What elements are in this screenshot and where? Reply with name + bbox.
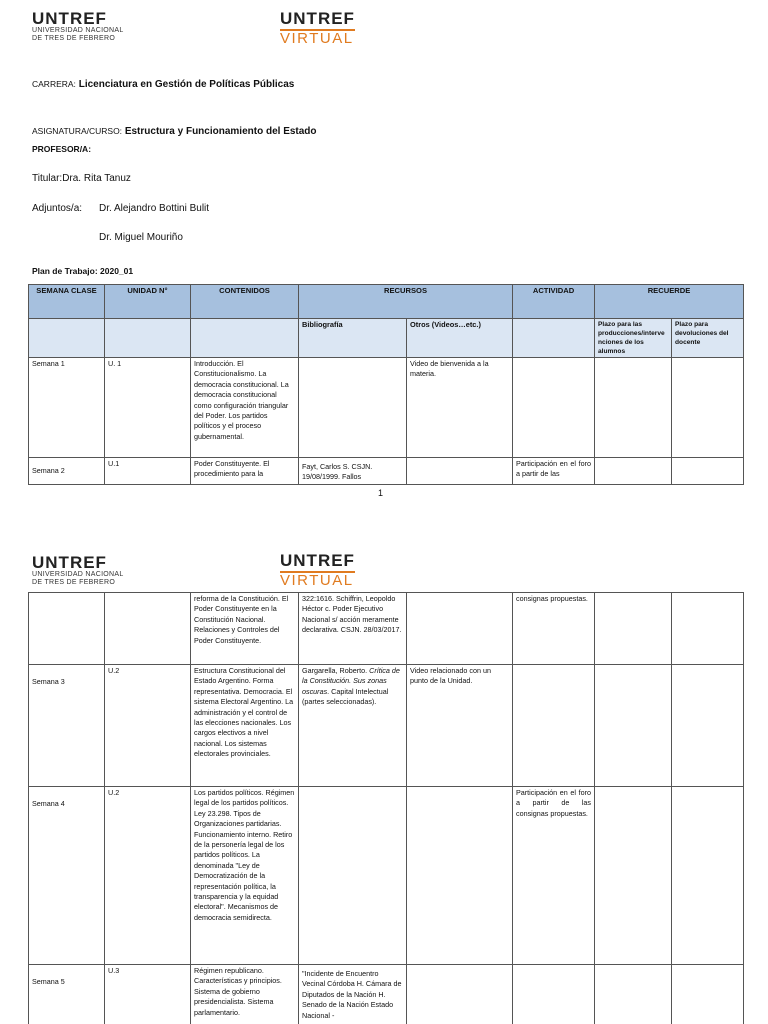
table-row [29, 787, 744, 965]
bib-publisher: . Capital Intelectual (partes seleccionadas). [302, 686, 389, 707]
asignatura-label: ASIGNATURA/CURSO: [32, 126, 123, 136]
cell-actividad [513, 665, 595, 787]
bib-author: Gargarella, Roberto. [302, 666, 370, 675]
plan-de-trabajo: Plan de Trabajo: 2020_01 [32, 266, 134, 276]
cell-plazo-alumnos [595, 458, 672, 485]
header-semana: SEMANA CLASE [29, 285, 105, 319]
cell-bibliografia: Fayt, Carlos S. CSJN. 19/08/1999. Fallos [299, 458, 407, 485]
cell-plazo-docente [672, 458, 744, 485]
cell-contenidos: Régimen republicano. Características y principios. Sistema de gobierno presidencialista. Sistema parlamentario. [191, 965, 299, 1024]
table-header-row [29, 285, 744, 319]
cell-otros [407, 965, 513, 1024]
titular: Titular:Dra. Rita Tanuz [32, 173, 131, 184]
page-gap [0, 500, 768, 548]
cell-plazo-alumnos [595, 787, 672, 965]
cell-unidad: U.1 [105, 458, 191, 485]
carrera-label: CARRERA: [32, 79, 76, 89]
untref-virtual-logo [280, 552, 355, 589]
cell-actividad: Participación en el foro a partir de las [513, 458, 595, 485]
subheader-bibliografia: Bibliografía [299, 319, 407, 358]
subheader-plazo-alumnos: Plazo para las producciones/intervenciones de los alumnos [595, 319, 672, 358]
cell-semana: Semana 3 [29, 665, 105, 787]
header-recuerde: RECUERDE [595, 285, 744, 319]
cell-otros: Video relacionado con un punto de la Unidad. [407, 665, 513, 787]
adjunto-1: Dr. Alejandro Bottini Bulit [99, 203, 210, 214]
cell-plazo-docente [672, 358, 744, 458]
header-actividad: ACTIVIDAD [513, 285, 595, 319]
cell-bibliografia [299, 358, 407, 458]
header-recursos: RECURSOS [299, 285, 513, 319]
logo-text: UNTREF [280, 10, 355, 31]
logo-text: UNTREF [32, 9, 107, 28]
cell-bibliografia: "Incidente de Encuentro Vecinal Córdoba H. Cámara de Diputados de la Nación H. Senado de la Nación Estado Nacional - [299, 965, 407, 1024]
cell-contenidos: Introducción. El Constitucionalismo. La democracia constitucional. La democracia constitucional como configuración triangular del Poder. Los partidos políticos y el proceso gubernamental. [191, 358, 299, 458]
cell-actividad: consignas propuestas. [513, 593, 595, 665]
page-number: 1 [378, 488, 384, 498]
document-page-2 [0, 548, 768, 1024]
logo-subtitle-2: DE TRES DE FEBRERO [32, 579, 116, 586]
cell-semana: Semana 2 [29, 458, 105, 485]
cell-contenidos: Poder Constituyente. El procedimiento para la [191, 458, 299, 485]
cell-unidad: U.2 [105, 787, 191, 965]
cell-bibliografia [299, 665, 407, 787]
adjuntos-line [32, 202, 210, 215]
cell-bibliografia: 322:1616. Schiffrin, Leopoldo Héctor c. Poder Ejecutivo Nacional s/ acción meramente declarativa. CSJN. 28/03/2017. [299, 593, 407, 665]
cell-contenidos: reforma de la Constitución. El Poder Constituyente en la Constitución Nacional. Relaciones y Controles del Poder Constituyente. [191, 593, 299, 665]
cell-otros [407, 593, 513, 665]
untref-logo [32, 10, 124, 43]
adjuntos-label: Adjuntos/a: [32, 203, 83, 214]
cell-plazo-docente [672, 965, 744, 1024]
cell-plazo-alumnos [595, 358, 672, 458]
cell-plazo-alumnos [595, 593, 672, 665]
cell-otros [407, 458, 513, 485]
logo-text: UNTREF [32, 553, 107, 572]
table-row [29, 665, 744, 787]
cell-actividad: Participación en el foro a partir de las consignas propuestas. [513, 787, 595, 965]
cell-plazo-alumnos [595, 965, 672, 1024]
cell-unidad: U.2 [105, 665, 191, 787]
cell-contenidos: Los partidos políticos. Régimen legal de los partidos políticos. Ley 23.298. Tipos de Organizaciones partidarias. Funcionamiento interno. Retiro de la personería legal de los partidos políticos. La denominada "Ley de Democratización de la representación política, la transparencia y la equidad electoral". Mecanismos de democracia semidirecta. [191, 787, 299, 965]
plan-table [28, 284, 744, 485]
cell-unidad: U.3 [105, 965, 191, 1024]
cell-unidad: U. 1 [105, 358, 191, 458]
cell-semana: Semana 1 [29, 358, 105, 458]
asignatura-line [32, 125, 317, 138]
untref-virtual-logo [280, 10, 355, 47]
table-row [29, 593, 744, 665]
profesor-line [32, 143, 91, 156]
logo-virtual-text: VIRTUAL [280, 30, 354, 47]
carrera-line [32, 78, 294, 91]
cell-plazo-alumnos [595, 665, 672, 787]
subheader-plazo-docente: Plazo para devoluciones del docente [672, 319, 744, 358]
logo-subtitle-1: UNIVERSIDAD NACIONAL [32, 27, 124, 34]
untref-logo [32, 554, 124, 587]
table-row [29, 965, 744, 1024]
cell-contenidos: Estructura Constitucional del Estado Argentino. Forma representativa. Democracia. El sistema Electoral Argentino. La administración y el control de las elecciones nacionales. Los cargos electivos a nivel nacional. Los sistemas electorales provinciales. [191, 665, 299, 787]
logo-virtual-text: VIRTUAL [280, 572, 354, 589]
cell-unidad [105, 593, 191, 665]
bib-title: Crítica de la Constitución. Sus zonas oscuras [302, 666, 400, 696]
cell-otros [407, 787, 513, 965]
profesor-label: PROFESOR/A: [32, 144, 92, 154]
cell-plazo-docente [672, 665, 744, 787]
header-unidad: UNIDAD N° [105, 285, 191, 319]
asignatura-value: Estructura y Funcionamiento del Estado [124, 126, 317, 137]
cell-plazo-docente [672, 593, 744, 665]
table-row [29, 358, 744, 458]
carrera-value: Licenciatura en Gestión de Políticas Públicas [78, 79, 295, 90]
document-page-1 [0, 0, 768, 500]
header-contenidos: CONTENIDOS [191, 285, 299, 319]
adjunto-2: Dr. Miguel Mouriño [99, 232, 183, 243]
logo-subtitle-1: UNIVERSIDAD NACIONAL [32, 571, 124, 578]
cell-semana [29, 593, 105, 665]
cell-semana: Semana 5 [29, 965, 105, 1024]
cell-otros: Video de bienvenida a la materia. [407, 358, 513, 458]
subheader-otros: Otros (Videos…etc.) [407, 319, 513, 358]
table-row [29, 458, 744, 485]
cell-bibliografia [299, 787, 407, 965]
table-subheader-row [29, 319, 744, 358]
logo-text: UNTREF [280, 552, 355, 573]
plan-table-continued [28, 592, 744, 1024]
cell-actividad [513, 358, 595, 458]
cell-actividad [513, 965, 595, 1024]
cell-semana: Semana 4 [29, 787, 105, 965]
cell-plazo-docente [672, 787, 744, 965]
logo-subtitle-2: DE TRES DE FEBRERO [32, 35, 116, 42]
